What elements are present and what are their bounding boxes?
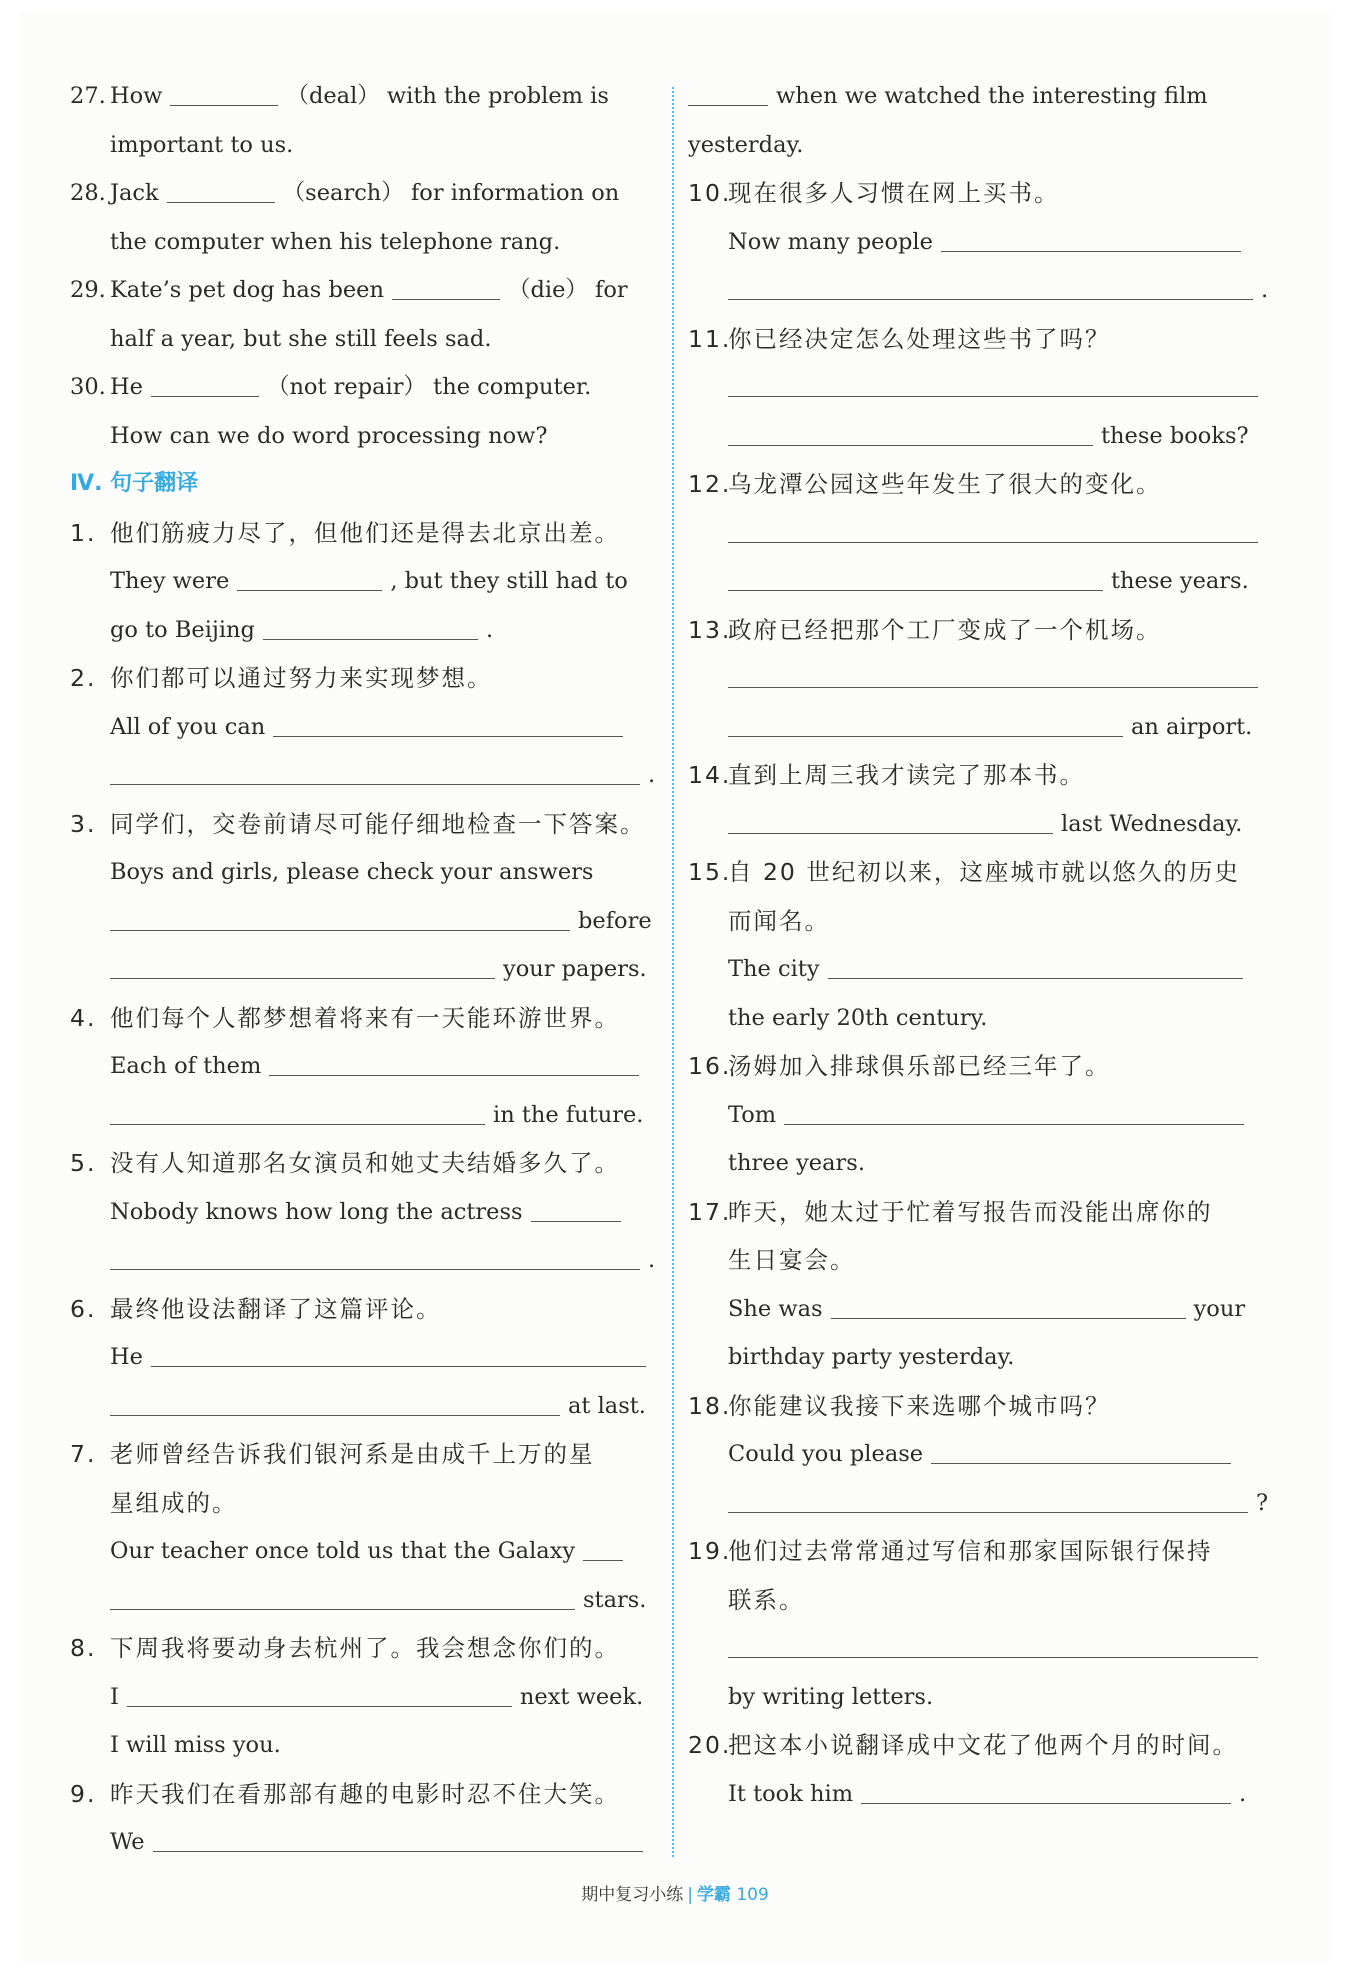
footer-brand: 学霸 xyxy=(696,1885,731,1905)
t17-prompt-1: 17.昨天，她太过于忙着写报告而没能出席你的 xyxy=(688,1197,1213,1226)
t1-prompt: 1. 他们筋疲力尽了，但他们还是得去北京出差。 xyxy=(70,518,620,547)
t7-line2: stars. xyxy=(70,1576,670,1625)
t10-blank-1[interactable] xyxy=(941,227,1241,252)
q27-blank[interactable] xyxy=(170,81,278,106)
t7-prompt-2: 星组成的。 xyxy=(110,1488,238,1517)
t5-blank-1[interactable] xyxy=(531,1197,621,1222)
section-heading: Ⅳ. 句子翻译 xyxy=(70,471,199,496)
t7-blank-2[interactable] xyxy=(110,1585,575,1610)
left-column xyxy=(70,72,670,1867)
t16-line2: three years. xyxy=(728,1150,865,1176)
t20-line1: It took him . xyxy=(728,1780,1247,1807)
t13-line2: an airport. xyxy=(688,703,1288,752)
t19-prompt-2: 联系。 xyxy=(728,1585,805,1614)
t10-blank-2[interactable] xyxy=(728,275,1253,300)
t19-blank[interactable] xyxy=(728,1633,1258,1658)
t14-blank[interactable] xyxy=(728,809,1053,834)
t18-line1: Could you please xyxy=(688,1430,1288,1479)
q28-line2: the computer when his telephone rang. xyxy=(110,228,561,255)
t5-line2: . xyxy=(70,1236,670,1285)
t8-prompt: 8. 下周我将要动身去杭州了。我会想念你们的。 xyxy=(70,1634,620,1662)
t2-line2: . xyxy=(70,751,670,800)
q30-blank[interactable] xyxy=(151,372,259,397)
t8-line2: I will miss you. xyxy=(110,1732,281,1758)
t3-prompt: 3. 同学们，交卷前请尽可能仔细地检查一下答案。 xyxy=(70,809,646,838)
t18-blank-2[interactable] xyxy=(728,1488,1248,1513)
t14-prompt: 14.直到上周三我才读完了那本书。 xyxy=(688,761,1085,789)
t2-line1: All of you can xyxy=(70,703,670,752)
t11-line2: these books? xyxy=(688,412,1288,461)
t17-line1: She was your xyxy=(728,1295,1246,1322)
t5-line1: Nobody knows how long the actress xyxy=(70,1188,670,1237)
column-divider xyxy=(672,87,674,1857)
t11-blank-1[interactable] xyxy=(728,372,1258,397)
t13-line1 xyxy=(688,654,1288,703)
t19-line2: by writing letters. xyxy=(728,1683,934,1710)
t10-prompt: 10.现在很多人习惯在网上买书。 xyxy=(688,179,1060,207)
t7-blank-1[interactable] xyxy=(583,1536,623,1561)
t12-blank-2[interactable] xyxy=(728,566,1103,591)
q27-line2: important to us. xyxy=(110,131,294,158)
t4-line1: Each of them xyxy=(70,1042,670,1091)
q29-line2: half a year, but she still feels sad. xyxy=(110,325,492,352)
t6-prompt: 6. 最终他设法翻译了这篇评论。 xyxy=(70,1294,442,1323)
t14-line1: last Wednesday. xyxy=(688,800,1288,849)
t15-prompt-1: 15.自 20 世纪初以来，这座城市就以悠久的历史 xyxy=(688,858,1240,886)
t7-line1: Our teacher once told us that the Galaxy xyxy=(70,1527,670,1576)
page-footer xyxy=(0,1880,1350,1905)
t16-line1: Tom xyxy=(688,1091,1288,1140)
right-column xyxy=(688,72,1288,1818)
t2-blank-1[interactable] xyxy=(273,712,623,737)
q30-line1: 30. He （not repair） the computer. xyxy=(70,374,592,400)
footer-separator: | xyxy=(687,1885,693,1905)
t16-blank[interactable] xyxy=(784,1100,1244,1125)
t10-line2: . xyxy=(688,266,1288,315)
t11-prompt: 11.你已经决定怎么处理这些书了吗？ xyxy=(688,324,1111,353)
t12-line2: these years. xyxy=(688,557,1288,606)
t7-prompt-1: 7. 老师曾经告诉我们银河系是由成千上万的星 xyxy=(70,1440,595,1468)
t17-line2: birthday party yesterday. xyxy=(728,1344,1015,1370)
t9-line1: We xyxy=(70,1818,670,1867)
t17-prompt-2: 生日宴会。 xyxy=(728,1246,856,1274)
t9-prompt: 9. 昨天我们在看那部有趣的电影时忍不住大笑。 xyxy=(70,1779,620,1808)
page-number: 109 xyxy=(736,1885,769,1905)
t15-line1: The city xyxy=(688,945,1288,994)
t6-blank-1[interactable] xyxy=(151,1342,646,1367)
t16-prompt: 16.汤姆加入排球俱乐部已经三年了。 xyxy=(688,1052,1111,1080)
t2-prompt: 2. 你们都可以通过努力来实现梦想。 xyxy=(70,664,493,692)
q28-line1: 28. Jack （search） for information on xyxy=(70,180,620,206)
t4-blank-2[interactable] xyxy=(110,1100,485,1125)
t1-line2: go to Beijing . xyxy=(110,616,494,643)
q29-blank[interactable] xyxy=(392,275,500,300)
t19-line1 xyxy=(688,1624,1288,1673)
t3-line2: before xyxy=(70,897,670,946)
t4-line2: in the future. xyxy=(70,1091,670,1140)
t9-line2: when we watched the interesting film xyxy=(688,72,1288,121)
t6-line2: at last. xyxy=(70,1382,670,1431)
t1-blank-1[interactable] xyxy=(237,566,382,591)
t5-blank-2[interactable] xyxy=(110,1245,640,1270)
q27-line1: 27. How （deal） with the problem is xyxy=(70,83,609,109)
t12-blank-1[interactable] xyxy=(728,518,1258,543)
t10-line1: Now many people xyxy=(688,218,1288,267)
t3-blank-1[interactable] xyxy=(110,906,570,931)
t9-blank-2[interactable] xyxy=(688,81,768,106)
t12-prompt: 12.乌龙潭公园这些年发生了很大的变化。 xyxy=(688,470,1162,498)
t1-blank-2[interactable] xyxy=(263,615,478,640)
t18-prompt: 18.你能建议我接下来选哪个城市吗？ xyxy=(688,1391,1111,1420)
t18-line2: ? xyxy=(688,1479,1288,1528)
footer-label: 期中复习小练 xyxy=(581,1885,684,1905)
t15-blank[interactable] xyxy=(828,954,1243,979)
t8-blank[interactable] xyxy=(127,1682,512,1707)
t13-prompt: 13.政府已经把那个工厂变成了一个机场。 xyxy=(688,615,1162,644)
t5-prompt: 5. 没有人知道那名女演员和她丈夫结婚多久了。 xyxy=(70,1149,620,1177)
t11-line1 xyxy=(688,363,1288,412)
t4-prompt: 4. 他们每个人都梦想着将来有一天能环游世界。 xyxy=(70,1003,620,1032)
t3-line3: your papers. xyxy=(70,945,670,994)
t15-line2: the early 20th century. xyxy=(728,1004,988,1031)
t9-blank-1[interactable] xyxy=(153,1827,643,1852)
t20-blank[interactable] xyxy=(861,1779,1231,1804)
q30-line2: How can we do word processing now? xyxy=(110,422,548,449)
t6-line1: He xyxy=(70,1333,670,1382)
t18-blank-1[interactable] xyxy=(931,1439,1231,1464)
t13-blank-1[interactable] xyxy=(728,663,1258,688)
t3-line1: Boys and girls, please check your answers xyxy=(110,859,594,885)
t13-blank-2[interactable] xyxy=(728,712,1123,737)
t12-line1 xyxy=(688,509,1288,558)
t1-line1: They were , but they still had to xyxy=(110,568,628,594)
t4-blank-1[interactable] xyxy=(269,1051,639,1076)
t6-blank-2[interactable] xyxy=(110,1391,560,1416)
t3-blank-2[interactable] xyxy=(110,954,495,979)
t20-prompt: 20.把这本小说翻译成中文花了他两个月的时间。 xyxy=(688,1731,1238,1759)
t17-blank[interactable] xyxy=(831,1294,1186,1319)
worksheet-page xyxy=(20,12,1330,1962)
t2-blank-2[interactable] xyxy=(110,760,640,785)
t19-prompt-1: 19.他们过去常常通过写信和那家国际银行保持 xyxy=(688,1537,1213,1565)
q29-line1: 29. Kate’s pet dog has been （die） for xyxy=(70,277,628,303)
t9-line3: yesterday. xyxy=(688,131,804,158)
q28-blank[interactable] xyxy=(167,178,275,203)
t8-line1: I next week. xyxy=(110,1683,644,1710)
t11-blank-2[interactable] xyxy=(728,421,1093,446)
t15-prompt-2: 而闻名。 xyxy=(728,906,830,935)
